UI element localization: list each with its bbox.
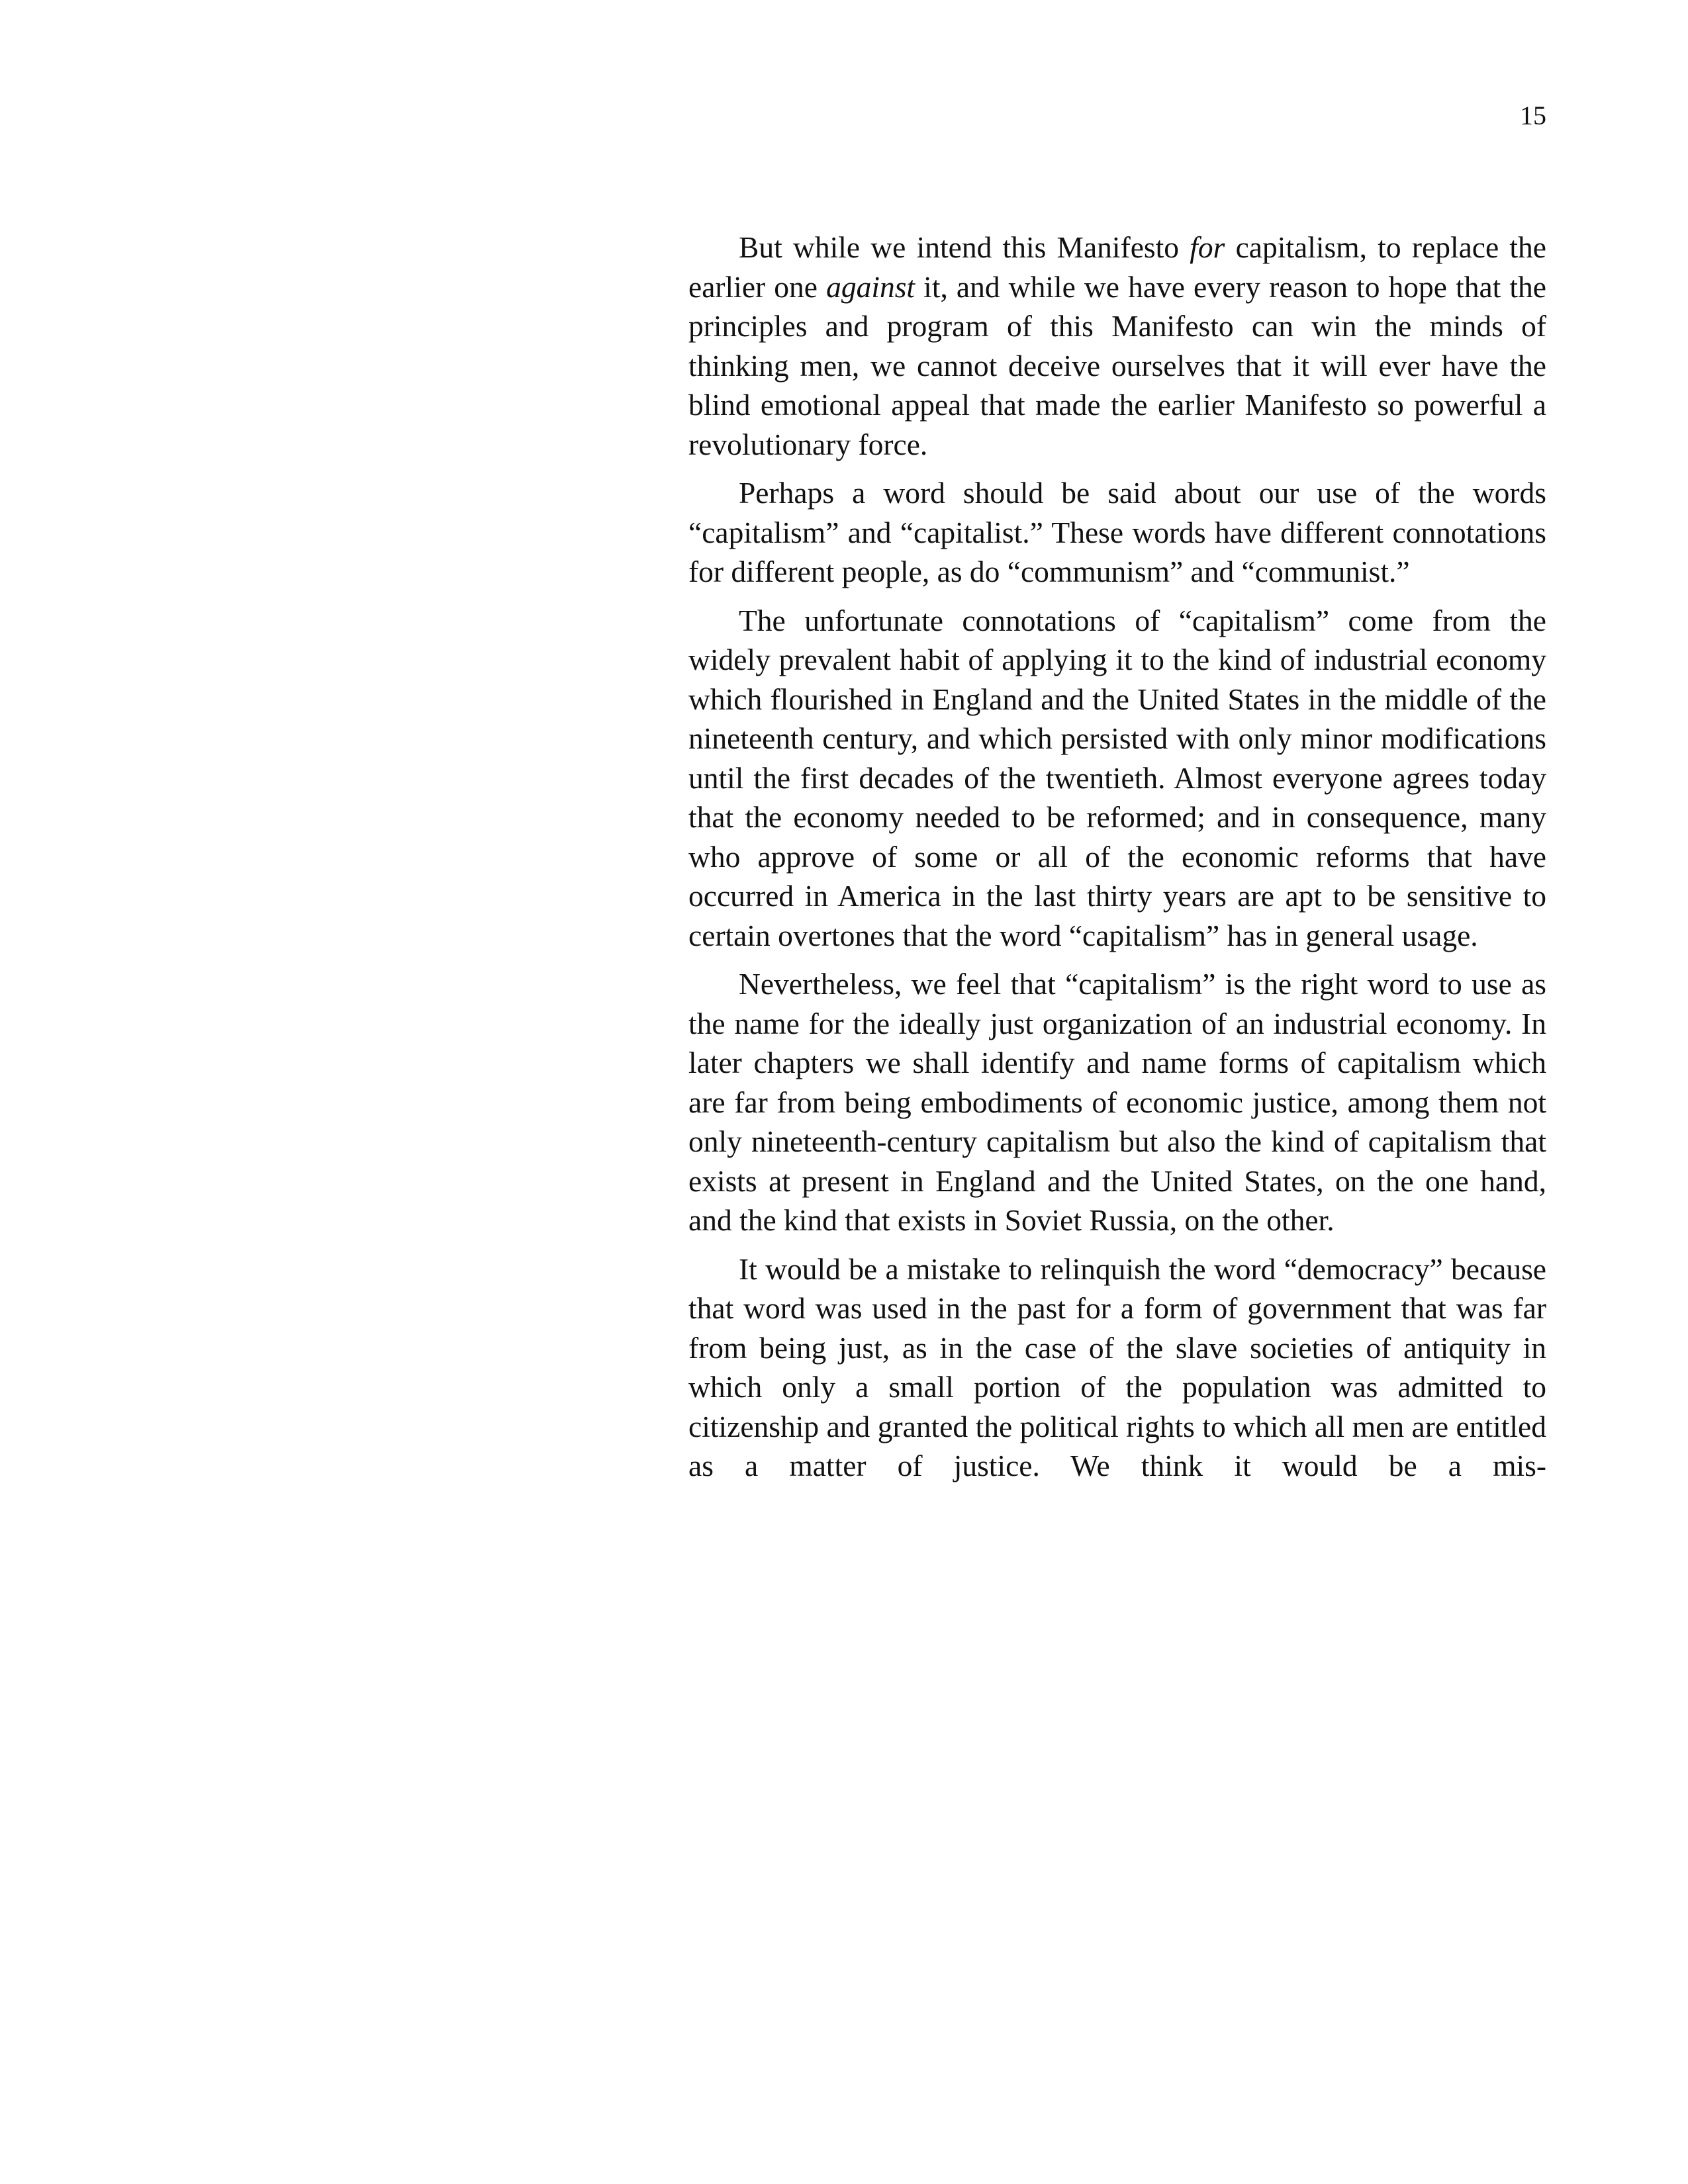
paragraph-unfortunate-connotations: The unfortunate connotations of “capitalism” come from the widely prevalent habit of applying it to the kind of industrial economy which flourished in England and the United States in the middle of the nineteenth century, and which persisted with only minor modifications until the first decades of the twentieth. Almost everyone agrees today that the economy needed to be reformed; and in consequence, many who approve of some or all of the economic reforms that have occurred in America in the last thirty years are apt to be sensitive to certain overtones that the word “capitalism” has in general usage. [688, 603, 1546, 952]
paragraph-text-segment: But while we intend this Manifesto [739, 230, 1190, 264]
paragraph-democracy: It would be a mistake to relinquish the word “democracy” because that word was used in the past for a form of government that was far from being just, as in the case of the slave societies of antiquity in which only a small portion of the population was admitted to citizenship and granted the political rights to which all men are entitled as a matter of justice. We think it would be a mis- [688, 1251, 1546, 1482]
paragraph-text-segment: it, and while we have every reason to hope that the principles and program of this Manifesto can win the minds of thinking men, we cannot deceive ourselves that it will ever have the blind emotional appeal that made the earlier Manifesto so powerful a revolutionary force. [688, 269, 1546, 461]
emphasis-for: for [1190, 230, 1225, 264]
paragraph-manifesto-for-capitalism [688, 228, 1546, 464]
paragraph-right-word: Nevertheless, we feel that “capitalism” is the right word to use as the name for the ideally just organization of an industrial economy. In later chapters we shall identify and name forms of capitalism which are far from being embodiments of economic justice, among them not only nineteenth-century capitalism but also the kind of capitalism that exists at present in England and the United States, on the one hand, and the kind that exists in Soviet Russia, on the other. [688, 967, 1546, 1237]
body-text [688, 228, 1546, 1495]
page-number: 15 [1520, 101, 1546, 130]
emphasis-against: against [826, 269, 915, 304]
paragraph-word-usage: Perhaps a word should be said about our use of the words “capitalism” and “capitalist.” These words have different connotations for different people, as do “communism” and “communist.” [688, 476, 1546, 588]
paragraph-text-segment: capitalism, to replace the earlier one [688, 230, 1546, 304]
